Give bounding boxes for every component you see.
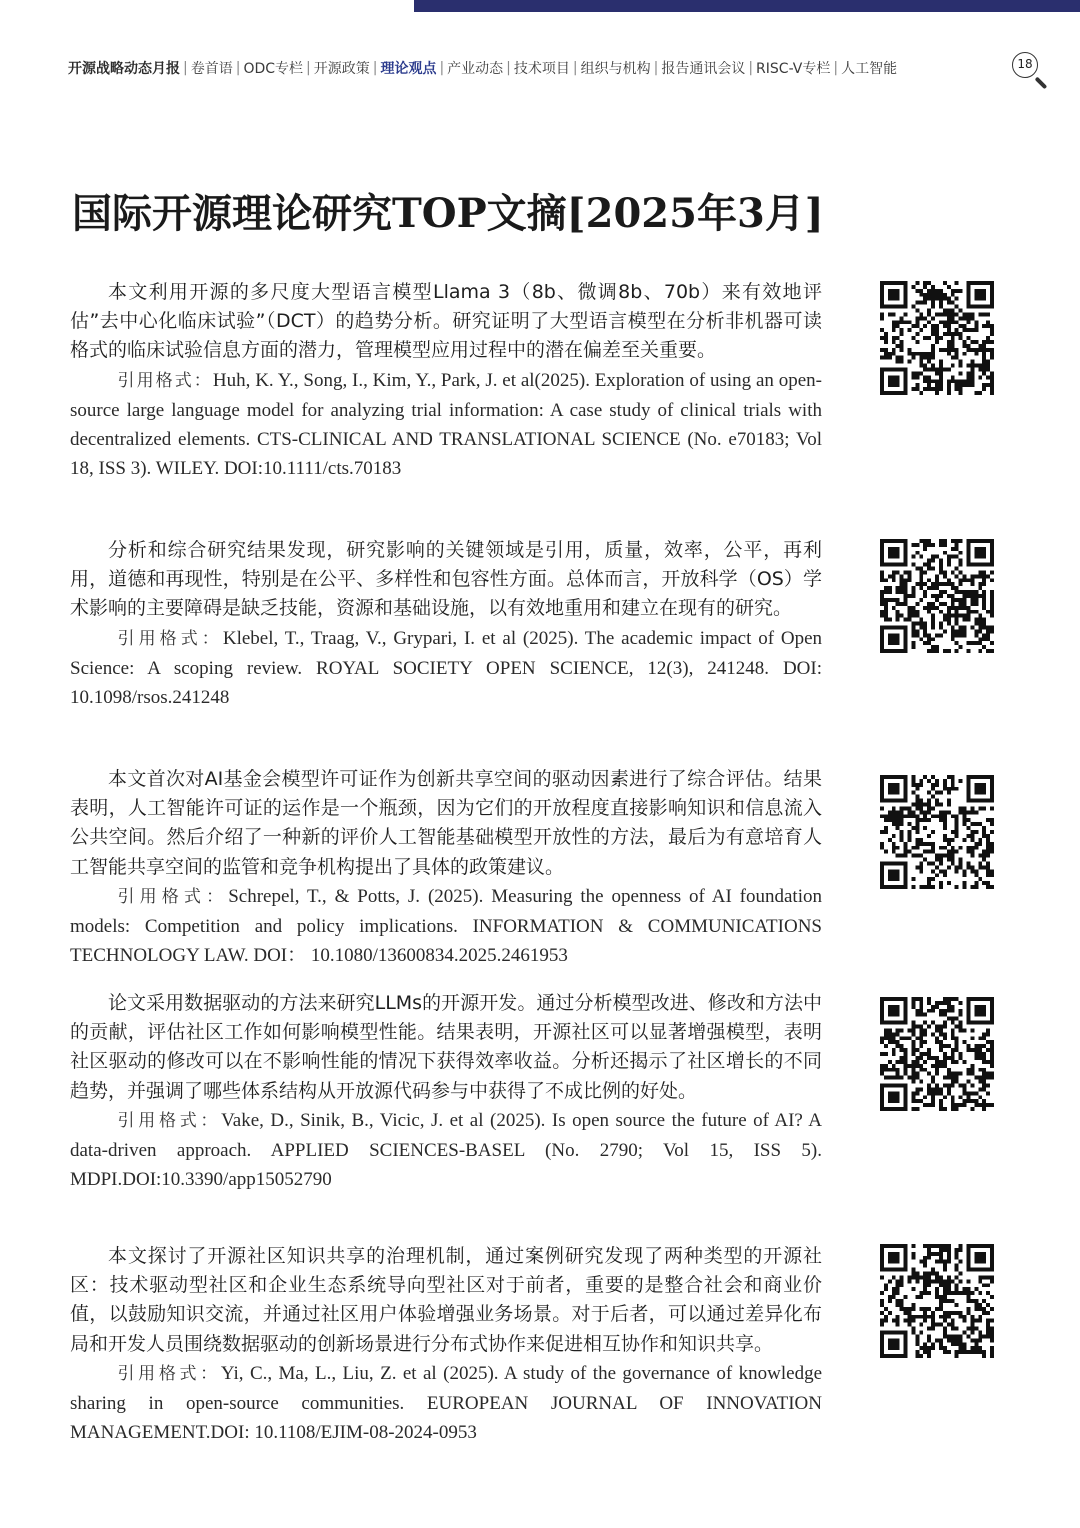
- entry-citation: [70, 882, 822, 970]
- nav-item-theory-views[interactable]: 理论观点: [380, 61, 437, 77]
- publication-brand[interactable]: 开源战略动态月报: [68, 61, 180, 77]
- citation-text: Yi, C., Ma, L., Liu, Z. et al (2025). A study of the governance of knowledge sharing in open-source communities. EUROPEAN JOURNAL OF INNOVATION MANAGEMENT.DOI: 10.1108/EJIM-08-2024-0953: [70, 1362, 823, 1443]
- abstract-entry: [70, 536, 822, 712]
- nav-item-industry-news[interactable]: 产业动态: [447, 61, 504, 77]
- page-number: 18: [1017, 57, 1033, 71]
- entry-citation: [70, 1106, 822, 1194]
- citation-label: 引用格式：: [117, 1110, 222, 1131]
- citation-text: Huh, K. Y., Song, I., Kim, Y., Park, J. et al(2025). Exploration of using an open-source large language model for analyzing trial information: A case study of clinical trials with decentralized elements. CTS-CLINICAL AND TRANSLATIONAL SCIENCE (No. e70183; Vol 18, ISS 3). WILEY. DOI:10.1111/cts.70183: [70, 369, 822, 479]
- entry-abstract: 本文利用开源的多尺度大型语言模型Llama 3（8b、微调8b、70b）来有效地评估”去中心化临床试验”（DCT）的趋势分析。研究证明了大型语言模型在分析非机器可读格式的临床试验信息方面的潜力，管理模型应用过程中的潜在偏差至关重要。: [70, 281, 822, 362]
- abstract-entry: [70, 278, 822, 483]
- abstract-entry: [70, 1242, 822, 1447]
- qr-code-icon[interactable]: [880, 281, 994, 395]
- page-title: 国际开源理论研究TOP文摘[2025年3月]: [72, 189, 824, 237]
- nav-item-foreword[interactable]: 卷首语: [190, 61, 233, 77]
- citation-text: Vake, D., Sinik, B., Vicic, J. et al (2025). Is open source the future of AI? A data-driven approach. APPLIED SCIENCES-BASEL (No. 2790; Vol 15, ISS 5). MDPI.DOI:10.3390/app15052790: [70, 1109, 823, 1190]
- entry-citation: [70, 1359, 822, 1447]
- qr-code-graphic: [880, 997, 994, 1111]
- nav-item-tech-projects[interactable]: 技术项目: [513, 61, 570, 77]
- entry-citation: [70, 366, 822, 483]
- nav-item-open-source-policy[interactable]: 开源政策: [313, 61, 370, 77]
- nav-item-odc-column[interactable]: ODC专栏: [243, 61, 304, 77]
- magnifier-icon: [1012, 52, 1038, 78]
- citation-text: Schrepel, T., & Potts, J. (2025). Measuring the openness of AI foundation models: Competition and policy implications. INFORMATION & COMMUNICATIONS TECHNOLOGY LAW. DOI： 10.1080/13600834.2025.2461953: [70, 885, 822, 966]
- entry-abstract: 论文采用数据驱动的方法来研究LLMs的开源开发。通过分析模型改进、修改和方法中的贡献，评估社区工作如何影响模型性能。结果表明，开源社区可以显著增强模型，表明社区驱动的修改可以在不影响性能的情况下获得效率收益。分析还揭示了社区增长的不同趋势，并强调了哪些体系结构从开放源代码参与中获得了不成比例的好处。: [70, 992, 822, 1102]
- top-accent-bar: [414, 0, 1080, 12]
- qr-code-icon[interactable]: [880, 997, 994, 1111]
- qr-code-graphic: [880, 775, 994, 889]
- page-number-badge: [1010, 50, 1052, 90]
- abstract-entry: [70, 765, 822, 970]
- entry-citation: [70, 624, 822, 712]
- citation-label: 引用格式：: [117, 886, 229, 907]
- qr-code-graphic: [880, 281, 994, 395]
- qr-code-icon[interactable]: [880, 1244, 994, 1358]
- citation-label: 引用格式：: [117, 628, 223, 649]
- abstract-entry: [70, 989, 822, 1194]
- citation-label: 引用格式：: [117, 370, 213, 391]
- citation-text: Klebel, T., Traag, V., Grypari, I. et al (2025). The academic impact of Open Science: A scoping review. ROYAL SOCIETY OPEN SCIENCE, 12(3), 241248. DOI: 10.1098/rsos.241248: [70, 627, 823, 708]
- qr-code-icon[interactable]: [880, 539, 994, 653]
- qr-code-icon[interactable]: [880, 775, 994, 889]
- nav-item-reports-meetings[interactable]: 报告通讯会议: [661, 61, 746, 77]
- qr-code-graphic: [880, 539, 994, 653]
- magnifier-handle: [1035, 77, 1048, 90]
- qr-code-graphic: [880, 1244, 994, 1358]
- section-navigation: 开源战略动态月报 | 卷首语 | ODC专栏 | 开源政策 | 理论观点 | 产业动态 | 技术项目 | 组织与机构 | 报告通讯会议 | RISC-V专栏 | 人工智能: [68, 60, 898, 77]
- entry-abstract: 本文首次对AI基金会模型许可证作为创新共享空间的驱动因素进行了综合评估。结果表明，人工智能许可证的运作是一个瓶颈，因为它们的开放程度直接影响知识和信息流入公共空间。然后介绍了一种新的评价人工智能基础模型开放性的方法，最后为有意培育人工智能共享空间的监管和竞争机构提出了具体的政策建议。: [70, 768, 822, 878]
- entry-abstract: 本文探讨了开源社区知识共享的治理机制，通过案例研究发现了两种类型的开源社区：技术驱动型社区和企业生态系统导向型社区对于前者，重要的是整合社会和商业价值，以鼓励知识交流，并通过社区用户体验增强业务场景。对于后者，可以通过差异化布局和开发人员围绕数据驱动的创新场景进行分布式协作来促进相互协作和知识共享。: [70, 1245, 822, 1355]
- nav-item-riscv-column[interactable]: RISC-V专栏: [756, 61, 831, 77]
- nav-item-organizations[interactable]: 组织与机构: [580, 61, 651, 77]
- entry-abstract: 分析和综合研究结果发现，研究影响的关键领域是引用，质量，效率，公平，再利用，道德和再现性，特别是在公平、多样性和包容性方面。总体而言，开放科学（OS）学术影响的主要障碍是缺乏技能，资源和基础设施，以有效地重用和建立在现有的研究。: [70, 539, 822, 620]
- nav-item-ai[interactable]: 人工智能: [841, 61, 898, 77]
- citation-label: 引用格式：: [117, 1363, 221, 1384]
